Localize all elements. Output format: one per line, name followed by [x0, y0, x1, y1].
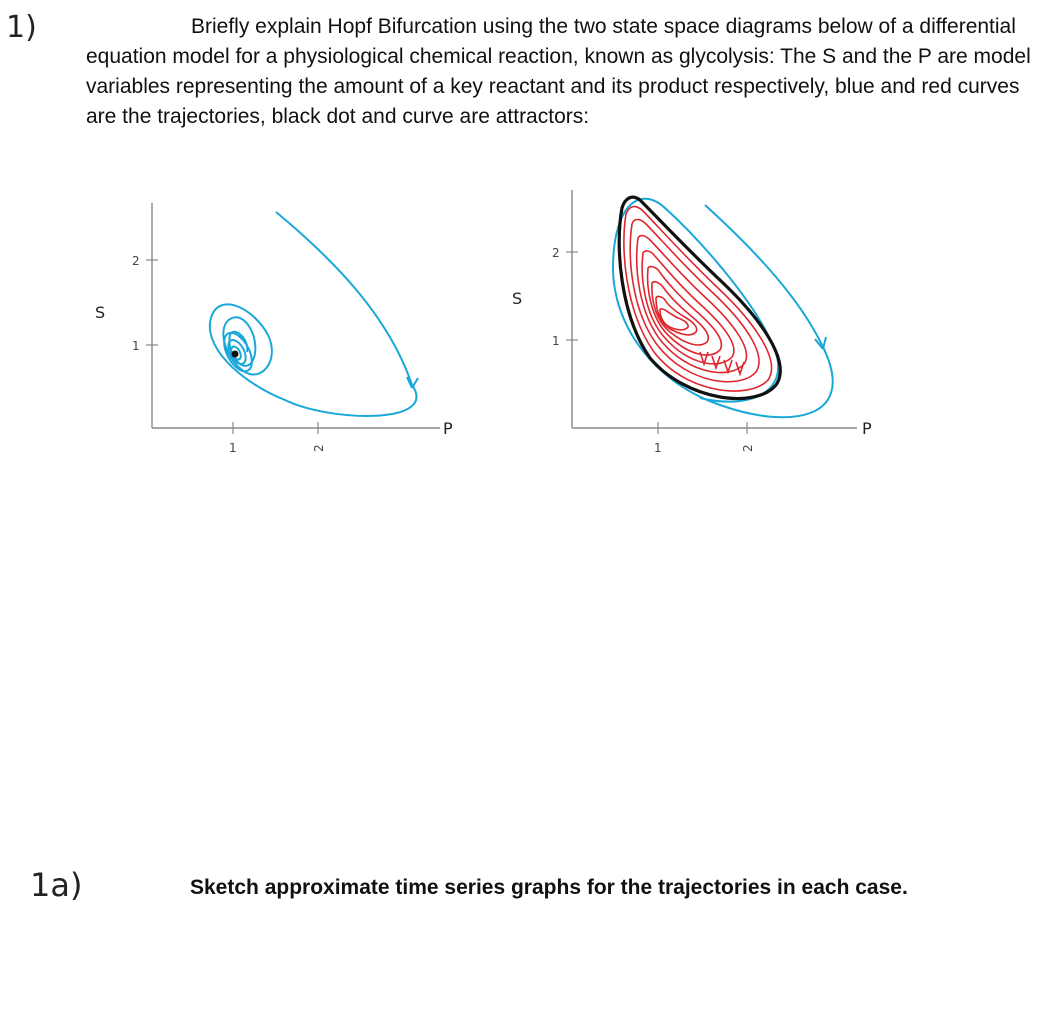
- diagram-2-ytick-label-2: 2: [552, 246, 560, 260]
- diagram-2: [512, 190, 872, 455]
- diagram-1-ytick-label-2: 2: [132, 254, 140, 268]
- diagram-1-x-label: P: [443, 419, 453, 438]
- diagram-2-ytick-label-1: 1: [552, 334, 560, 348]
- diagram-2-y-label: S: [512, 289, 523, 308]
- diagram-1-xtick-label-2: 2: [312, 444, 326, 452]
- sub-question-label: 1a): [30, 866, 83, 904]
- diagram-2-xtick-label-1: 1: [654, 441, 662, 455]
- diagram-1-xtick-label-1: 1: [229, 441, 237, 455]
- question-number: 1): [6, 10, 37, 45]
- question-text-body: Briefly explain Hopf Bifurcation using the two state space diagrams below of a differential equation model for a physiological chemical reaction, known as glycolysis: The S and the P are model variables representing the amount of a key reactant and its product respectively, blue and red curves are the trajectories, black dot and curve are attractors:: [86, 15, 1031, 128]
- diagram-1-fixed-point-attractor: [232, 351, 239, 358]
- diagram-2-x-label: P: [862, 419, 872, 438]
- diagram-1-y-label: S: [95, 303, 106, 322]
- diagram-2-trajectory-outer: [705, 205, 822, 345]
- diagram-1: [95, 203, 453, 455]
- diagram-1-trajectory-outer: [276, 212, 412, 385]
- diagram-2-xtick-label-2: 2: [741, 444, 755, 452]
- diagram-1-ytick-label-1: 1: [132, 339, 140, 353]
- diagram-1-trajectory-spiral: [210, 304, 417, 416]
- sub-question-text: Sketch approximate time series graphs for the trajectories in each case.: [190, 876, 908, 899]
